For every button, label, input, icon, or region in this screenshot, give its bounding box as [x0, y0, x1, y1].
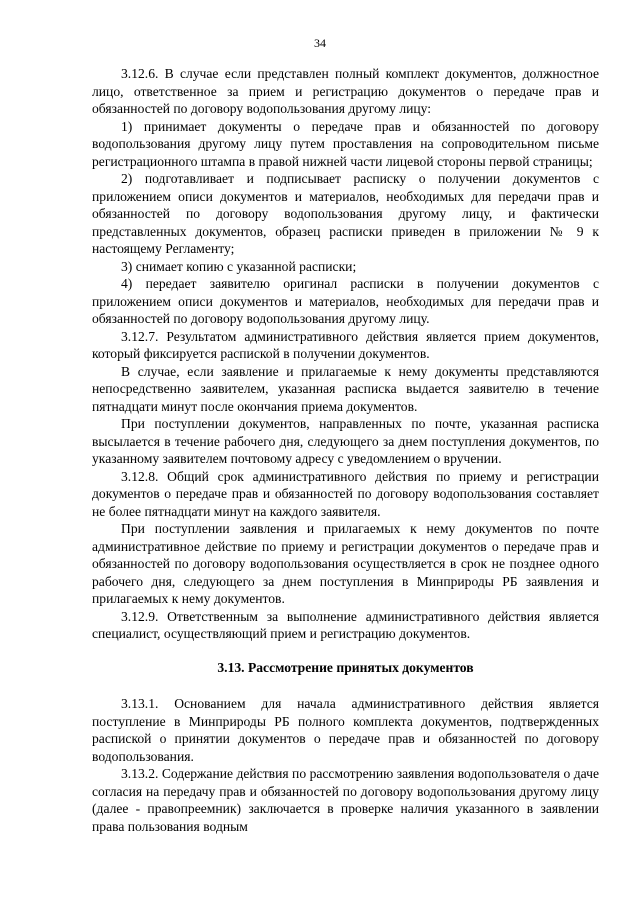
list-item-3: 3) снимает копию с указанной расписки;: [121, 258, 357, 274]
section-heading: 3.13. Рассмотрение принятых документов: [217, 659, 474, 675]
page-number: 34: [314, 36, 326, 50]
paragraph-postal-submission: При поступлении документов, направленных по почте, указанная расписка высылается в течение рабочего дня, следующего за днем поступления документов, по указанному заявителем почтовому адресу с уведомлением о вручении.: [92, 416, 599, 466]
list-item-2: 2) подготавливает и подписывает расписку о получении документов с приложением описи документов и материалов, необходимых для передачи прав и обязанностей по договору водопользования другому лицу, и фактически представленных документов, образец расписки приведен в приложении № 9 к настоящему Регламенту;: [92, 171, 599, 256]
paragraph-3-12-9: 3.12.9. Ответственным за выполнение административного действия является специалист, осуществляющий прием и регистрацию документов.: [92, 608, 599, 641]
list-item-4: 4) передает заявителю оригинал расписки в получении документов с приложением описи документов и материалов, необходимых для передачи прав и обязанностей по договору водопользования другому лицу.: [92, 276, 599, 326]
list-item-1: 1) принимает документы о передаче прав и обязанностей по договору водопользования другому лицу путем проставления на сопроводительном письме регистрационного штампа в правой нижней части лицевой стороны первой страницы;: [92, 118, 599, 169]
document-body: [92, 65, 599, 835]
paragraph-3-13-2: 3.13.2. Содержание действия по рассмотрению заявления водопользователя о даче согласия на передачу прав и обязанностей по договору водопользования другому лицу (далее - правопреемник) заключается в проверке наличия указанного в заявлении права пользования водным: [92, 766, 599, 834]
paragraph-postal-deadline: При поступлении заявления и прилагаемых к нему документов по почте административное действие по приему и регистрации документов о передаче прав и обязанностей по договору водопользования осуществляется в срок не позднее одного рабочего дня, следующего за днем поступления в Минприроды РБ заявления и прилагаемых к нему документов.: [92, 521, 599, 606]
paragraph-3-12-7: 3.12.7. Результатом административного действия является прием документов, который фиксируется распиской в получении документов.: [92, 328, 599, 361]
paragraph-3-12-8: 3.12.8. Общий срок административного действия по приему и регистрации документов о передаче прав и обязанностей по договору водопользования составляет не более пятнадцати минут на каждого заявителя.: [92, 468, 599, 519]
paragraph-3-13-1: 3.13.1. Основанием для начала административного действия является поступление в Минприроды РБ полного комплекта документов, подтвержденных распиской о принятии документов о передаче прав и обязанностей по договору водопользования.: [92, 696, 599, 764]
paragraph-direct-submission: В случае, если заявление и прилагаемые к нему документы представляются непосредственно заявителем, указанная расписка выдается заявителю в течение пятнадцати минут после окончания приема документов.: [92, 363, 599, 414]
paragraph-3-12-6: 3.12.6. В случае если представлен полный комплект документов, должностное лицо, ответственное за прием и регистрацию документов о передаче прав и обязанностей по договору водопользования другому лицу:: [92, 66, 599, 116]
